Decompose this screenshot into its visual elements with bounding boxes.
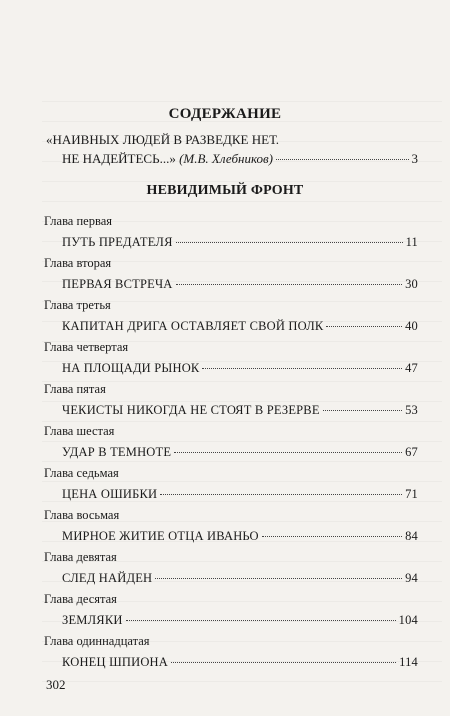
chapter-title: НА ПЛОЩАДИ РЫНОК: [62, 361, 200, 375]
dot-leader: [262, 536, 402, 537]
chapter-title: ЦЕНА ОШИБКИ: [62, 487, 158, 501]
chapter-entry[interactable]: [44, 400, 418, 421]
chapter-label: Глава первая: [44, 214, 113, 228]
chapter-entry[interactable]: [44, 442, 418, 463]
chapter-title: СЛЕД НАЙДЕН: [62, 571, 153, 585]
dot-leader: [126, 620, 396, 621]
intro-title-line2: НЕ НАДЕЙТЕСЬ...»: [62, 151, 176, 166]
chapter-label: Глава пятая: [44, 382, 106, 396]
chapter-page-number: 47: [405, 361, 418, 375]
chapter-page-number: 40: [405, 319, 418, 333]
dot-leader: [155, 578, 402, 579]
dot-leader: [176, 242, 403, 243]
chapter-label: Глава вторая: [44, 256, 112, 270]
dot-leader: [171, 662, 396, 663]
chapter-entry[interactable]: [44, 526, 418, 547]
dot-leader: [174, 452, 402, 453]
chapter-title: КАПИТАН ДРИГА ОСТАВЛЯЕТ СВОЙ ПОЛК: [62, 319, 324, 333]
chapter-label: Глава десятая: [44, 592, 117, 606]
chapter-entry[interactable]: [44, 274, 418, 295]
dot-leader: [276, 159, 408, 160]
chapter-label: Глава шестая: [44, 424, 115, 438]
chapter-page-number: 30: [405, 277, 418, 291]
chapter-page-number: 11: [405, 235, 418, 249]
chapter-entry[interactable]: [44, 232, 418, 253]
intro-page-number: 3: [411, 151, 418, 166]
chapter-label: Глава седьмая: [44, 466, 119, 480]
chapter-page-number: 104: [398, 613, 418, 627]
chapter-title: ЧЕКИСТЫ НИКОГДА НЕ СТОЯТ В РЕЗЕРВЕ: [62, 403, 320, 417]
chapter-label: Глава одиннадцатая: [44, 634, 150, 648]
chapter-page-number: 94: [405, 571, 418, 585]
dot-leader: [160, 494, 402, 495]
chapter-page-number: 53: [405, 403, 418, 417]
chapter-label: Глава восьмая: [44, 508, 120, 522]
chapter-label: Глава четвертая: [44, 340, 129, 354]
chapter-entry[interactable]: [44, 652, 418, 673]
dot-leader: [176, 284, 403, 285]
intro-entry: [62, 151, 418, 167]
chapter-page-number: 71: [405, 487, 418, 501]
chapter-entry[interactable]: [44, 358, 418, 379]
toc-list: [44, 211, 418, 673]
page-title: СОДЕРЖАНИЕ: [168, 106, 282, 122]
chapter-entry[interactable]: [44, 316, 418, 337]
intro-title-line1: «НАИВНЫХ ЛЮДЕЙ В РАЗВЕДКЕ НЕТ.: [46, 132, 279, 147]
dot-leader: [326, 326, 402, 327]
chapter-title: КОНЕЦ ШПИОНА: [62, 655, 169, 669]
chapter-title: ПУТЬ ПРЕДАТЕЛЯ: [62, 235, 173, 249]
chapter-label: Глава девятая: [44, 550, 117, 564]
intro-author: (М.В. Хлебников): [179, 151, 274, 166]
chapter-page-number: 114: [399, 655, 418, 669]
chapter-entry[interactable]: [44, 610, 418, 631]
dot-leader: [202, 368, 402, 369]
chapter-label: Глава третья: [44, 298, 111, 312]
page-number: 302: [46, 677, 66, 692]
chapter-title: ЗЕМЛЯКИ: [62, 613, 123, 627]
chapter-page-number: 84: [405, 529, 418, 543]
chapter-page-number: 67: [405, 445, 418, 459]
dot-leader: [323, 410, 402, 411]
chapter-title: МИРНОЕ ЖИТИЕ ОТЦА ИВАНЬО: [62, 529, 259, 543]
section-title: НЕВИДИМЫЙ ФРОНТ: [146, 183, 304, 198]
chapter-title: ПЕРВАЯ ВСТРЕЧА: [62, 277, 173, 291]
chapter-entry[interactable]: [44, 484, 418, 505]
chapter-title: УДАР В ТЕМНОТЕ: [62, 445, 172, 459]
chapter-entry[interactable]: [44, 568, 418, 589]
